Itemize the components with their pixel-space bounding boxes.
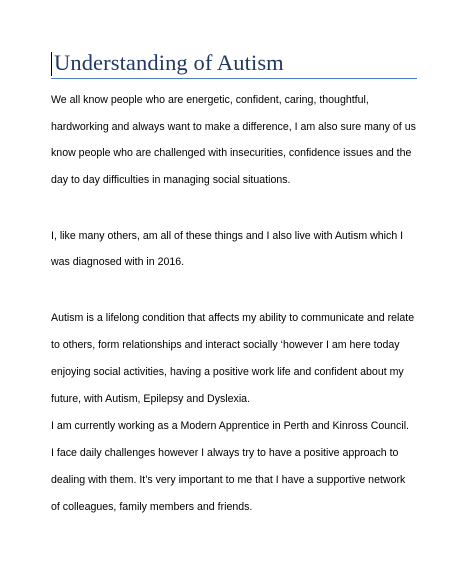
body-line-5[interactable]: I, like many others, am all of these things and I also live with Autism which I (51, 230, 404, 242)
body-line-13[interactable]: dealing with them. It’s very important to me that I have a supportive network (51, 474, 406, 486)
body-line-3[interactable]: know people who are challenged with insecurities, confidence issues and the (51, 147, 412, 159)
body-line-2[interactable]: hardworking and always want to make a difference, I am also sure many of us (51, 121, 416, 133)
body-line-4[interactable]: day to day difficulties in managing social situations. (51, 174, 291, 186)
body-line-10[interactable]: future, with Autism, Epilepsy and Dyslexia. (51, 393, 251, 405)
body-line-7[interactable]: Autism is a lifelong condition that affects my ability to communicate and relate (51, 312, 415, 324)
body-line-12[interactable]: I face daily challenges however I always try to have a positive approach to (51, 447, 399, 459)
body-line-9[interactable]: enjoying social activities, having a positive work life and confident about my (51, 366, 404, 378)
body-line-14[interactable]: of colleagues, family members and friends. (51, 501, 253, 513)
body-line-1[interactable]: We all know people who are energetic, confident, caring, thoughtful, (51, 94, 369, 106)
body-line-8[interactable]: to others, form relationships and interact socially ‘however I am here today (51, 339, 400, 351)
text-cursor (51, 52, 52, 76)
title-block[interactable] (51, 48, 417, 79)
body-line-6[interactable]: was diagnosed with in 2016. (51, 256, 185, 268)
body-line-11[interactable]: I am currently working as a Modern Apprentice in Perth and Kinross Council. (51, 420, 410, 432)
document-title[interactable]: Understanding of Autism (54, 50, 284, 75)
